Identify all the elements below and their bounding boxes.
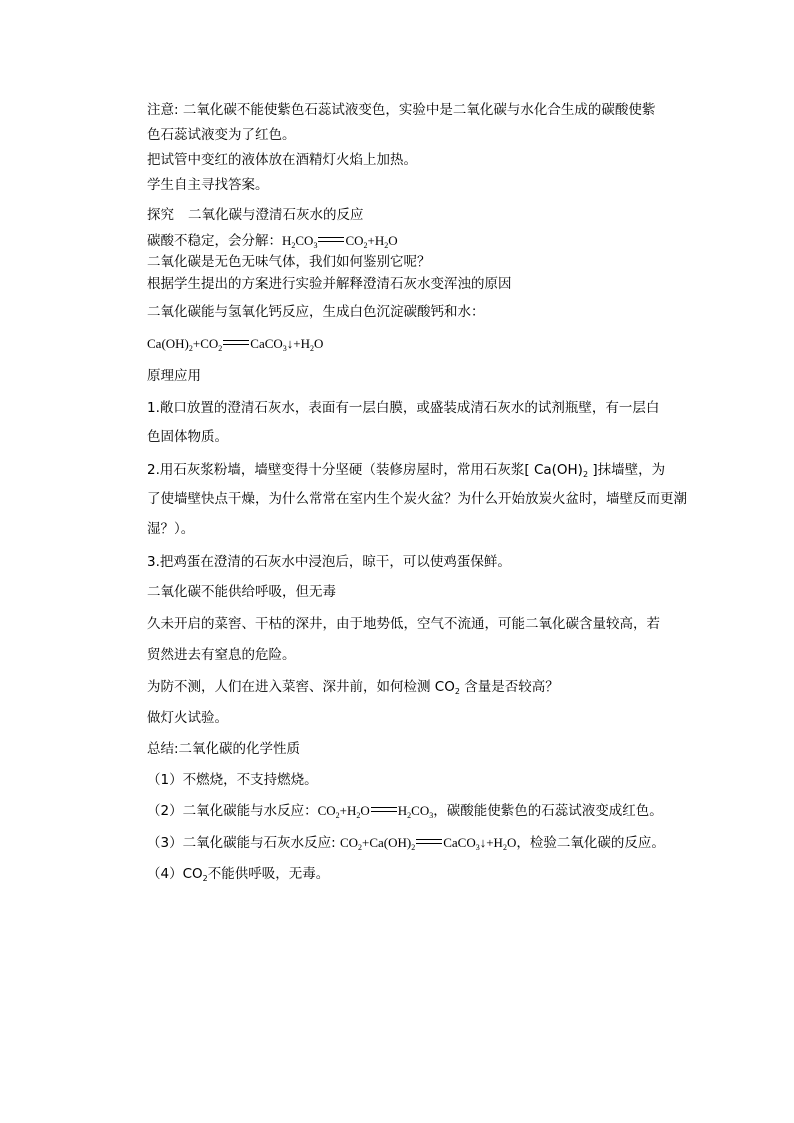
explore-topic: 二氧化碳与澄清石灰水的反应	[188, 207, 364, 223]
carbonic-acid-decomposition	[147, 232, 398, 250]
decomposition-text: 碳酸不稳定，会分解：	[147, 233, 282, 249]
property-1: （1）不燃烧，不支持燃烧。	[147, 772, 318, 788]
detection-question: 为防不测，人们在进入菜窖、深井前，如何检测 $CO_2$ 含量是否较高？	[147, 679, 559, 696]
note-paragraph-line-2: 色石蕊试液变为了红色。	[147, 127, 296, 143]
decomposition-equation: $H_2CO_3$ $CO_2+H_2O$	[282, 233, 398, 250]
equals-sign	[223, 340, 249, 345]
application-2-line-1: 2.用石灰浆粉墙，墙壁变得十分坚硬（装修房屋时，常用石灰浆[ $Ca(OH)_2$ ]抹墙壁，为	[147, 462, 666, 479]
application-1-line-1: 1.敞口放置的澄清石灰水，表面有一层白膜，或盛装成清石灰水的试剂瓶壁，有一层白	[147, 400, 660, 416]
cellar-warning-line-2: 贸然进去有窒息的危险。	[147, 647, 296, 663]
no-breathing-statement: 二氧化碳不能供给呼吸，但无毒	[147, 584, 336, 600]
application-2-line-2: 了使墙壁快点干燥，为什么常常在室内生个炭火盆？为什么开始放炭火盆时，墙壁反而更潮	[147, 491, 687, 507]
application-heading: 原理应用	[147, 368, 201, 384]
equals-sign	[371, 807, 397, 812]
identify-co2-question: 二氧化碳是无色无味气体，我们如何鉴别它呢？	[147, 254, 431, 270]
candle-test: 做灯火试验。	[147, 710, 228, 726]
calcium-hydroxide-reaction-text: 二氧化碳能与氢氧化钙反应，生成白色沉淀碳酸钙和水：	[147, 304, 485, 320]
explore-label: 探究	[147, 207, 174, 223]
explore-heading	[147, 206, 364, 224]
application-3: 3.把鸡蛋在澄清的石灰水中浸泡后，晾干，可以使鸡蛋保鲜。	[147, 554, 511, 570]
student-answer-text: 学生自主寻找答案。	[147, 177, 269, 193]
note-paragraph-line-1: 注意: 二氧化碳不能使紫色石蕊试液变色，实验中是二氧化碳与水化合生成的碳酸使紫	[147, 102, 656, 118]
equals-sign	[416, 839, 442, 844]
application-2-line-3: 湿？）。	[147, 521, 195, 537]
property-4: $(4)CO_2$不能供呼吸，无毒。	[147, 866, 330, 883]
application-1-line-2: 色固体物质。	[147, 429, 228, 445]
limewater-equation: $Ca(OH)_2+CO_2$ $CaCO_3↓+H_2O$	[147, 336, 324, 353]
heating-instruction: 把试管中变红的液体放在酒精灯火焰上加热。	[147, 152, 417, 168]
property-3: （3）二氧化碳能与石灰水反应: $CO_2+Ca(OH)_2$ $CaCO_3↓+H_2O$，检验二氧化碳的反应。	[147, 835, 665, 852]
property-2: （2）二氧化碳能与水反应：$CO_2+H_2O$ $H_2CO_3$，碳酸能使紫色的石蕊试液变成红色。	[147, 803, 663, 820]
summary-heading: 总结:二氧化碳的化学性质	[147, 741, 301, 757]
cellar-warning-line-1: 久未开启的菜窖、干枯的深井，由于地势低，空气不流通，可能二氧化碳含量较高，若	[147, 616, 660, 632]
experiment-instruction: 根据学生提出的方案进行实验并解释澄清石灰水变浑浊的原因	[147, 276, 512, 292]
equals-sign	[318, 237, 344, 242]
